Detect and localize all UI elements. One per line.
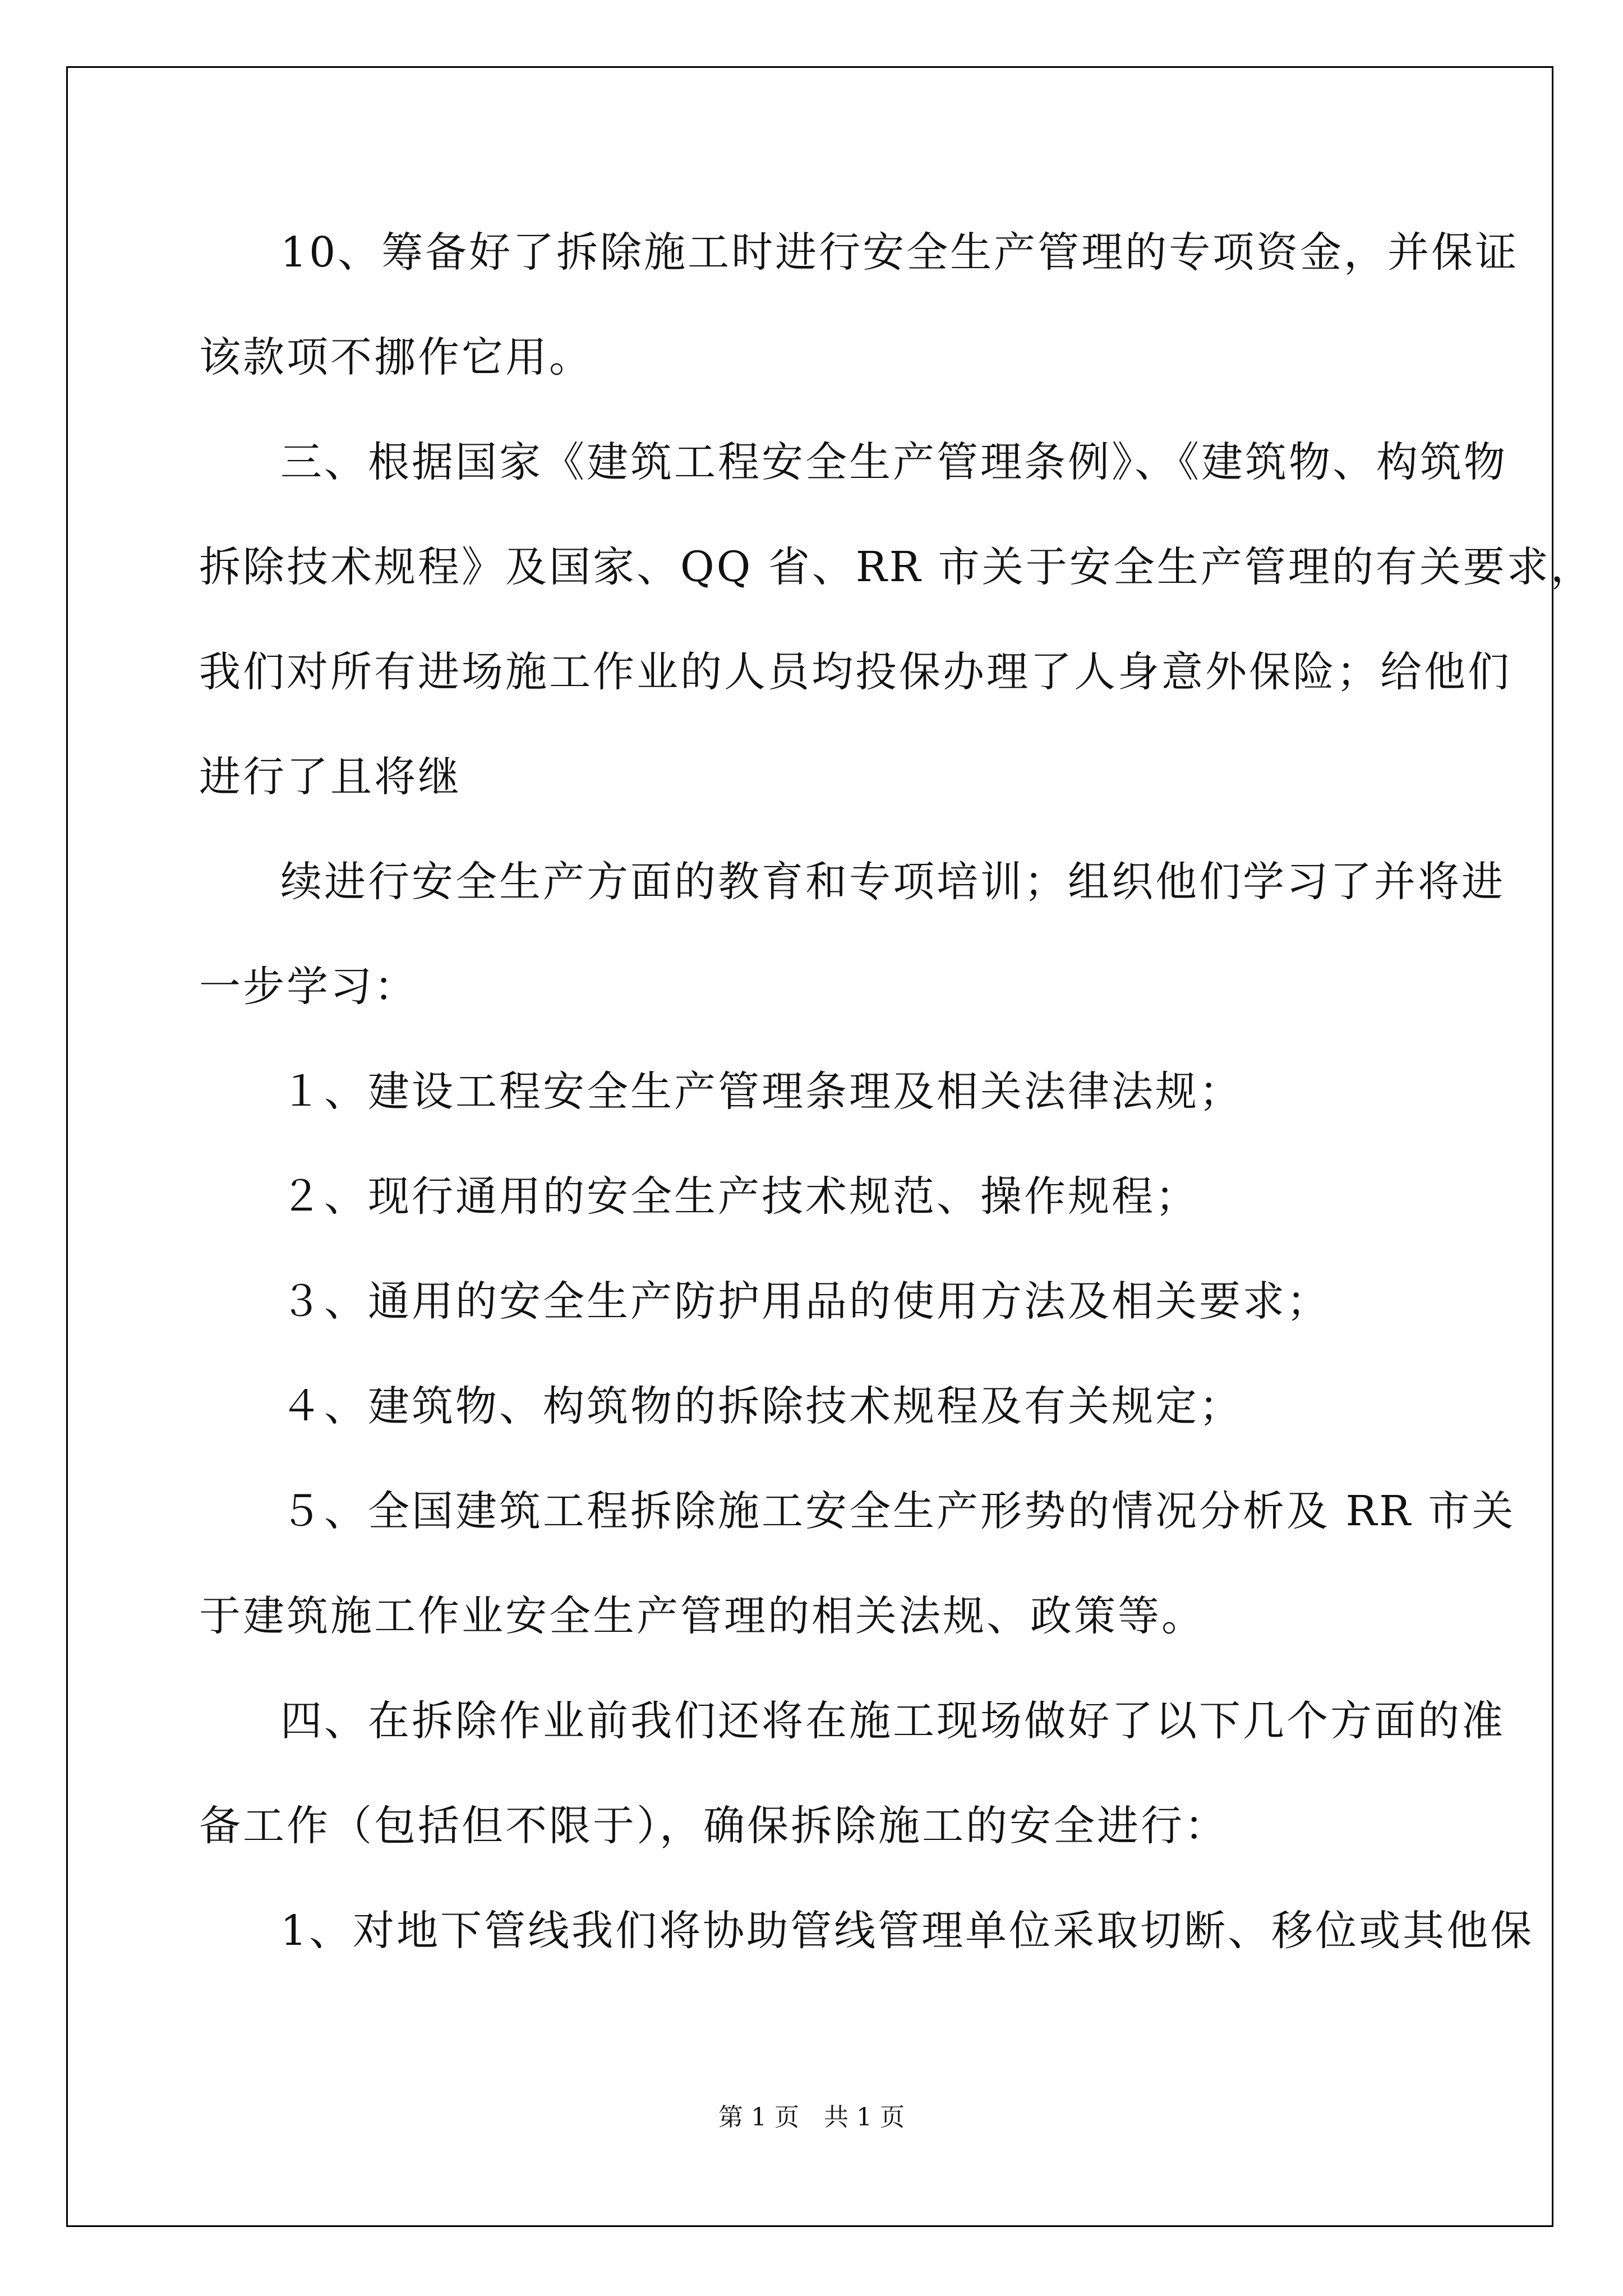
page-footer: 第 1 页 共 1 页 [718, 2103, 905, 2132]
paragraph-line: 我们对所有进场施工作业的人员均投保办理了人身意外保险；给他们 [199, 648, 1511, 696]
paragraph-line: ３、通用的安全生产防护用品的使用方法及相关要求； [280, 1277, 1330, 1326]
paragraph-line: ４、建筑物、构筑物的拆除技术规程及有关规定； [280, 1382, 1243, 1430]
paragraph-line: 1、对地下管线我们将协助管线管理单位采取切断、移位或其他保 [280, 1907, 1534, 1955]
paragraph-line: 进行了且将继 [199, 753, 462, 801]
paragraph-line: 该款项不挪作它用。 [199, 333, 593, 381]
paragraph-line: ５、全国建筑工程拆除施工安全生产形势的情况分析及 RR 市关 [280, 1487, 1516, 1535]
paragraph-line: １、建设工程安全生产管理条理及相关法律法规； [280, 1068, 1243, 1116]
paragraph-line: 三、根据国家《建筑工程安全生产管理条例》、《建筑物、构筑物 [280, 438, 1507, 486]
paragraph-line: 四、在拆除作业前我们还将在施工现场做好了以下几个方面的准 [280, 1697, 1505, 1745]
paragraph-line: 备工作（包括但不限于），确保拆除施工的安全进行： [199, 1802, 1228, 1850]
paragraph-line: 于建筑施工作业安全生产管理的相关法规、政策等。 [199, 1592, 1205, 1640]
paragraph-line: 一步学习： [199, 963, 418, 1011]
paragraph-line: 拆除技术规程》及国家、QQ 省、RR 市关于安全生产管理的有关要求， [199, 543, 1594, 591]
paragraph-line: 续进行安全生产方面的教育和专项培训；组织他们学习了并将进 [280, 858, 1505, 906]
paragraph-line: 10、筹备好了拆除施工时进行安全生产管理的专项资金，并保证 [280, 228, 1519, 277]
paragraph-line: ２、现行通用的安全生产技术规范、操作规程； [280, 1172, 1199, 1221]
